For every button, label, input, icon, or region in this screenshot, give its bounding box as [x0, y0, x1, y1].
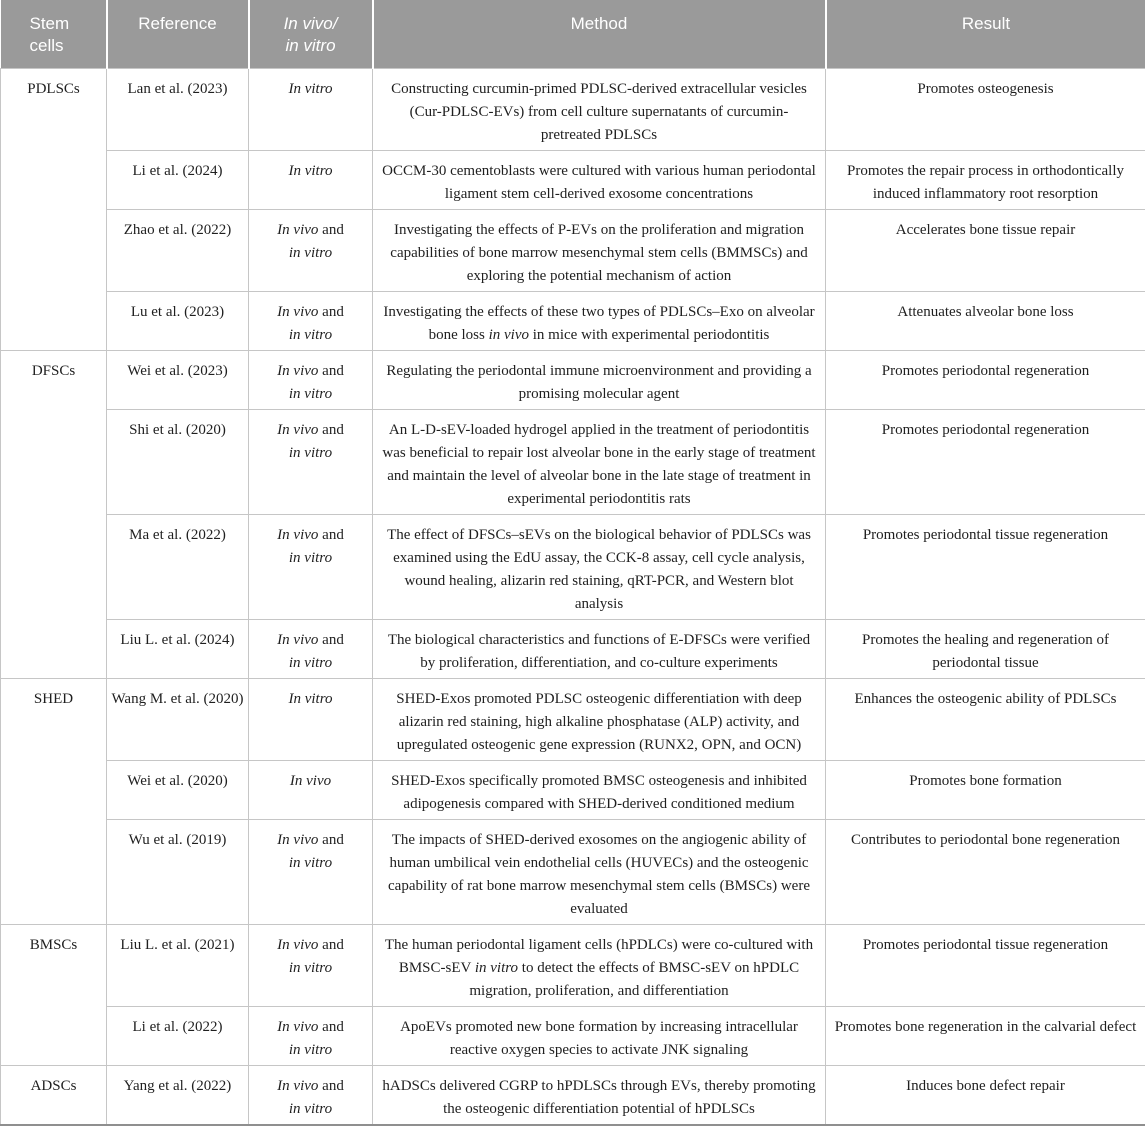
invivo-invitro-cell: In vivo and in vitro — [249, 1006, 373, 1065]
result-cell: Promotes osteogenesis — [826, 68, 1145, 150]
reference-cell: Shi et al. (2020) — [107, 409, 249, 514]
invivo-invitro-cell: In vitro — [249, 68, 373, 150]
result-cell: Promotes periodontal tissue regeneration — [826, 514, 1145, 619]
table-row — [1, 619, 1145, 678]
stem-cell-group-label: BMSCs — [1, 924, 107, 1065]
table-row — [1, 924, 1145, 1006]
method-cell: Regulating the periodontal immune microenvironment and providing a promising molecular agent — [373, 350, 826, 409]
invivo-invitro-cell: In vivo and in vitro — [249, 291, 373, 350]
result-cell: Promotes periodontal tissue regeneration — [826, 924, 1145, 1006]
result-cell: Enhances the osteogenic ability of PDLSCs — [826, 678, 1145, 760]
method-cell: The human periodontal ligament cells (hPDLCs) were co-cultured with BMSC-sEV in vitro to detect the effects of BMSC-sEV on hPDLC migration, proliferation, and differentiation — [373, 924, 826, 1006]
reference-cell: Liu L. et al. (2021) — [107, 924, 249, 1006]
method-cell: SHED-Exos promoted PDLSC osteogenic differentiation with deep alizarin red staining, high alkaline phosphatase (ALP) activity, and upregulated osteogenic gene expression (RUNX2, OPN, and OCN) — [373, 678, 826, 760]
reference-cell: Wu et al. (2019) — [107, 819, 249, 924]
method-cell: The biological characteristics and functions of E-DFSCs were verified by proliferation, differentiation, and co-culture experiments — [373, 619, 826, 678]
method-cell: ApoEVs promoted new bone formation by increasing intracellular reactive oxygen species to activate JNK signaling — [373, 1006, 826, 1065]
stem-cell-group-label: SHED — [1, 678, 107, 924]
column-header-reference: Reference — [107, 0, 249, 68]
table-row — [1, 1065, 1145, 1125]
method-cell: The effect of DFSCs–sEVs on the biological behavior of PDLSCs was examined using the EdU assay, the CCK-8 assay, cell cycle analysis, wound healing, alizarin red staining, qRT-PCR, and Western blot analysis — [373, 514, 826, 619]
invivo-invitro-cell: In vivo and in vitro — [249, 350, 373, 409]
table-row — [1, 209, 1145, 291]
table-row — [1, 68, 1145, 150]
result-cell: Attenuates alveolar bone loss — [826, 291, 1145, 350]
table-row — [1, 514, 1145, 619]
column-header-invivo-invitro: In vivo/ in vitro — [249, 0, 373, 68]
column-header-result: Result — [826, 0, 1145, 68]
invivo-invitro-cell: In vitro — [249, 150, 373, 209]
method-cell: Investigating the effects of P-EVs on the proliferation and migration capabilities of bone marrow mesenchymal stem cells (BMMSCs) and exploring the potential mechanism of action — [373, 209, 826, 291]
table-row — [1, 150, 1145, 209]
invivo-invitro-cell: In vivo and in vitro — [249, 1065, 373, 1125]
header-row — [1, 0, 1145, 68]
result-cell: Induces bone defect repair — [826, 1065, 1145, 1125]
reference-cell: Li et al. (2022) — [107, 1006, 249, 1065]
reference-cell: Lan et al. (2023) — [107, 68, 249, 150]
method-cell: OCCM-30 cementoblasts were cultured with various human periodontal ligament stem cell-derived exosome concentrations — [373, 150, 826, 209]
invivo-invitro-cell: In vivo and in vitro — [249, 514, 373, 619]
reference-cell: Zhao et al. (2022) — [107, 209, 249, 291]
table-body — [1, 68, 1145, 1125]
reference-cell: Wang M. et al. (2020) — [107, 678, 249, 760]
result-cell: Promotes the healing and regeneration of periodontal tissue — [826, 619, 1145, 678]
method-cell: The impacts of SHED-derived exosomes on the angiogenic ability of human umbilical vein endothelial cells (HUVECs) and the osteogenic capability of rat bone marrow mesenchymal stem cells (BMSCs) were evaluated — [373, 819, 826, 924]
reference-cell: Wei et al. (2020) — [107, 760, 249, 819]
reference-cell: Li et al. (2024) — [107, 150, 249, 209]
result-cell: Accelerates bone tissue repair — [826, 209, 1145, 291]
table-row — [1, 350, 1145, 409]
reference-cell: Lu et al. (2023) — [107, 291, 249, 350]
invivo-invitro-cell: In vivo and in vitro — [249, 409, 373, 514]
table-header — [1, 0, 1145, 68]
result-cell: Promotes the repair process in orthodontically induced inflammatory root resorption — [826, 150, 1145, 209]
stem-cell-group-label: DFSCs — [1, 350, 107, 678]
reference-cell: Wei et al. (2023) — [107, 350, 249, 409]
method-cell: SHED-Exos specifically promoted BMSC osteogenesis and inhibited adipogenesis compared with SHED-derived conditioned medium — [373, 760, 826, 819]
table-row — [1, 678, 1145, 760]
stem-cell-group-label: ADSCs — [1, 1065, 107, 1125]
table-row — [1, 819, 1145, 924]
table-row — [1, 760, 1145, 819]
invivo-invitro-cell: In vivo and in vitro — [249, 619, 373, 678]
reference-cell: Yang et al. (2022) — [107, 1065, 249, 1125]
column-header-method: Method — [373, 0, 826, 68]
result-cell: Promotes bone formation — [826, 760, 1145, 819]
table-row — [1, 291, 1145, 350]
result-cell: Contributes to periodontal bone regeneration — [826, 819, 1145, 924]
result-cell: Promotes periodontal regeneration — [826, 409, 1145, 514]
method-cell: hADSCs delivered CGRP to hPDLSCs through EVs, thereby promoting the osteogenic differentiation potential of hPDLSCs — [373, 1065, 826, 1125]
column-header-stem-cells: Stem cells — [1, 0, 107, 68]
method-cell: Investigating the effects of these two types of PDLSCs–Exo on alveolar bone loss in vivo in mice with experimental periodontitis — [373, 291, 826, 350]
method-cell: Constructing curcumin-primed PDLSC-derived extracellular vesicles (Cur-PDLSC-EVs) from cell culture supernatants of curcumin-pretreated PDLSCs — [373, 68, 826, 150]
result-cell: Promotes bone regeneration in the calvarial defect — [826, 1006, 1145, 1065]
method-cell: An L-D-sEV-loaded hydrogel applied in the treatment of periodontitis was beneficial to repair lost alveolar bone in the early stage of treatment and maintain the level of alveolar bone in the late stage of treatment in experimental periodontitis rats — [373, 409, 826, 514]
invivo-invitro-cell: In vivo — [249, 760, 373, 819]
stem-cell-group-label: PDLSCs — [1, 68, 107, 350]
reference-cell: Liu L. et al. (2024) — [107, 619, 249, 678]
reference-cell: Ma et al. (2022) — [107, 514, 249, 619]
invivo-invitro-cell: In vivo and in vitro — [249, 924, 373, 1006]
invivo-invitro-cell: In vivo and in vitro — [249, 819, 373, 924]
invivo-invitro-cell: In vitro — [249, 678, 373, 760]
invivo-invitro-cell: In vivo and in vitro — [249, 209, 373, 291]
table-row — [1, 409, 1145, 514]
table-row — [1, 1006, 1145, 1065]
result-cell: Promotes periodontal regeneration — [826, 350, 1145, 409]
